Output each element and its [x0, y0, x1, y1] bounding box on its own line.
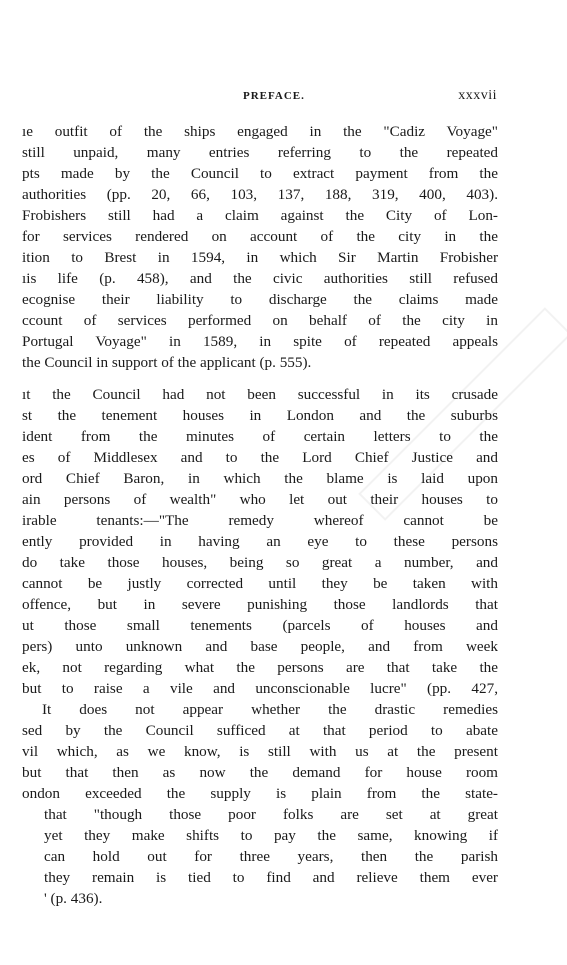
- text-line: authorities (pp. 20, 66, 103, 137, 188, 319, 400, 403).: [22, 186, 498, 203]
- text-line: still unpaid, many entries referring to the repeated: [22, 144, 498, 161]
- text-line: ord Chief Baron, in which the blame is laid upon: [22, 470, 498, 487]
- text-line: ition to Brest in 1594, in which Sir Martin Frobisher: [22, 249, 498, 266]
- text-line: It does not appear whether the drastic remedies: [42, 701, 498, 718]
- text-line: ıis life (p. 458), and the civic authorities still refused: [22, 270, 498, 287]
- text-line: but to raise a vile and unconscionable lucre" (pp. 427,: [22, 680, 498, 697]
- text-line: pers) unto unknown and base people, and from week: [22, 638, 498, 655]
- text-line: ecognise their liability to discharge the claims made: [22, 291, 498, 308]
- text-line: do take those houses, being so great a number, and: [22, 554, 498, 571]
- text-line: ondon exceeded the supply is plain from the state-: [22, 785, 498, 802]
- text-line: yet they make shifts to pay the same, knowing if: [44, 827, 498, 844]
- text-line: ccount of services performed on behalf of the city in: [22, 312, 498, 329]
- text-line: ently provided in having an eye to these persons: [22, 533, 498, 550]
- text-line: Frobishers still had a claim against the City of Lon-: [22, 207, 498, 224]
- running-head-title: PREFACE.: [243, 90, 305, 102]
- text-line: cannot be justly corrected until they be taken with: [22, 575, 498, 592]
- text-line: offence, but in severe punishing those landlords that: [22, 596, 498, 613]
- text-line: Portugal Voyage" in 1589, in spite of repeated appeals: [22, 333, 498, 350]
- text-line: ek, not regarding what the persons are that take the: [22, 659, 498, 676]
- text-line: vil which, as we know, is still with us at the present: [22, 743, 498, 760]
- text-line: ain persons of wealth" who let out their houses to: [22, 491, 498, 508]
- text-line: can hold out for three years, then the parish: [44, 848, 498, 865]
- text-line: ' (p. 436).: [44, 890, 103, 907]
- text-line: ıe outfit of the ships engaged in the "Cadiz Voyage": [22, 123, 498, 140]
- text-line: es of Middlesex and to the Lord Chief Justice and: [22, 449, 498, 466]
- text-line: for services rendered on account of the city in the: [22, 228, 498, 245]
- text-line: but that then as now the demand for house room: [22, 764, 498, 781]
- text-line: pts made by the Council to extract payment from the: [22, 165, 498, 182]
- text-line: the Council in support of the applicant (p. 555).: [22, 354, 312, 371]
- text-line: ıt the Council had not been successful in its crusade: [22, 386, 498, 403]
- text-line: sed by the Council sufficed at that period to abate: [22, 722, 498, 739]
- text-line: ident from the minutes of certain letters to the: [22, 428, 498, 445]
- text-line: that "though those poor folks are set at great: [44, 806, 498, 823]
- text-line: they remain is tied to find and relieve them ever: [44, 869, 498, 886]
- text-line: irable tenants:—"The remedy whereof cannot be: [22, 512, 498, 529]
- page-number: xxxvii: [458, 88, 497, 103]
- text-line: st the tenement houses in London and the suburbs: [22, 407, 498, 424]
- text-line: ut those small tenements (parcels of houses and: [22, 617, 498, 634]
- running-head: [0, 90, 567, 110]
